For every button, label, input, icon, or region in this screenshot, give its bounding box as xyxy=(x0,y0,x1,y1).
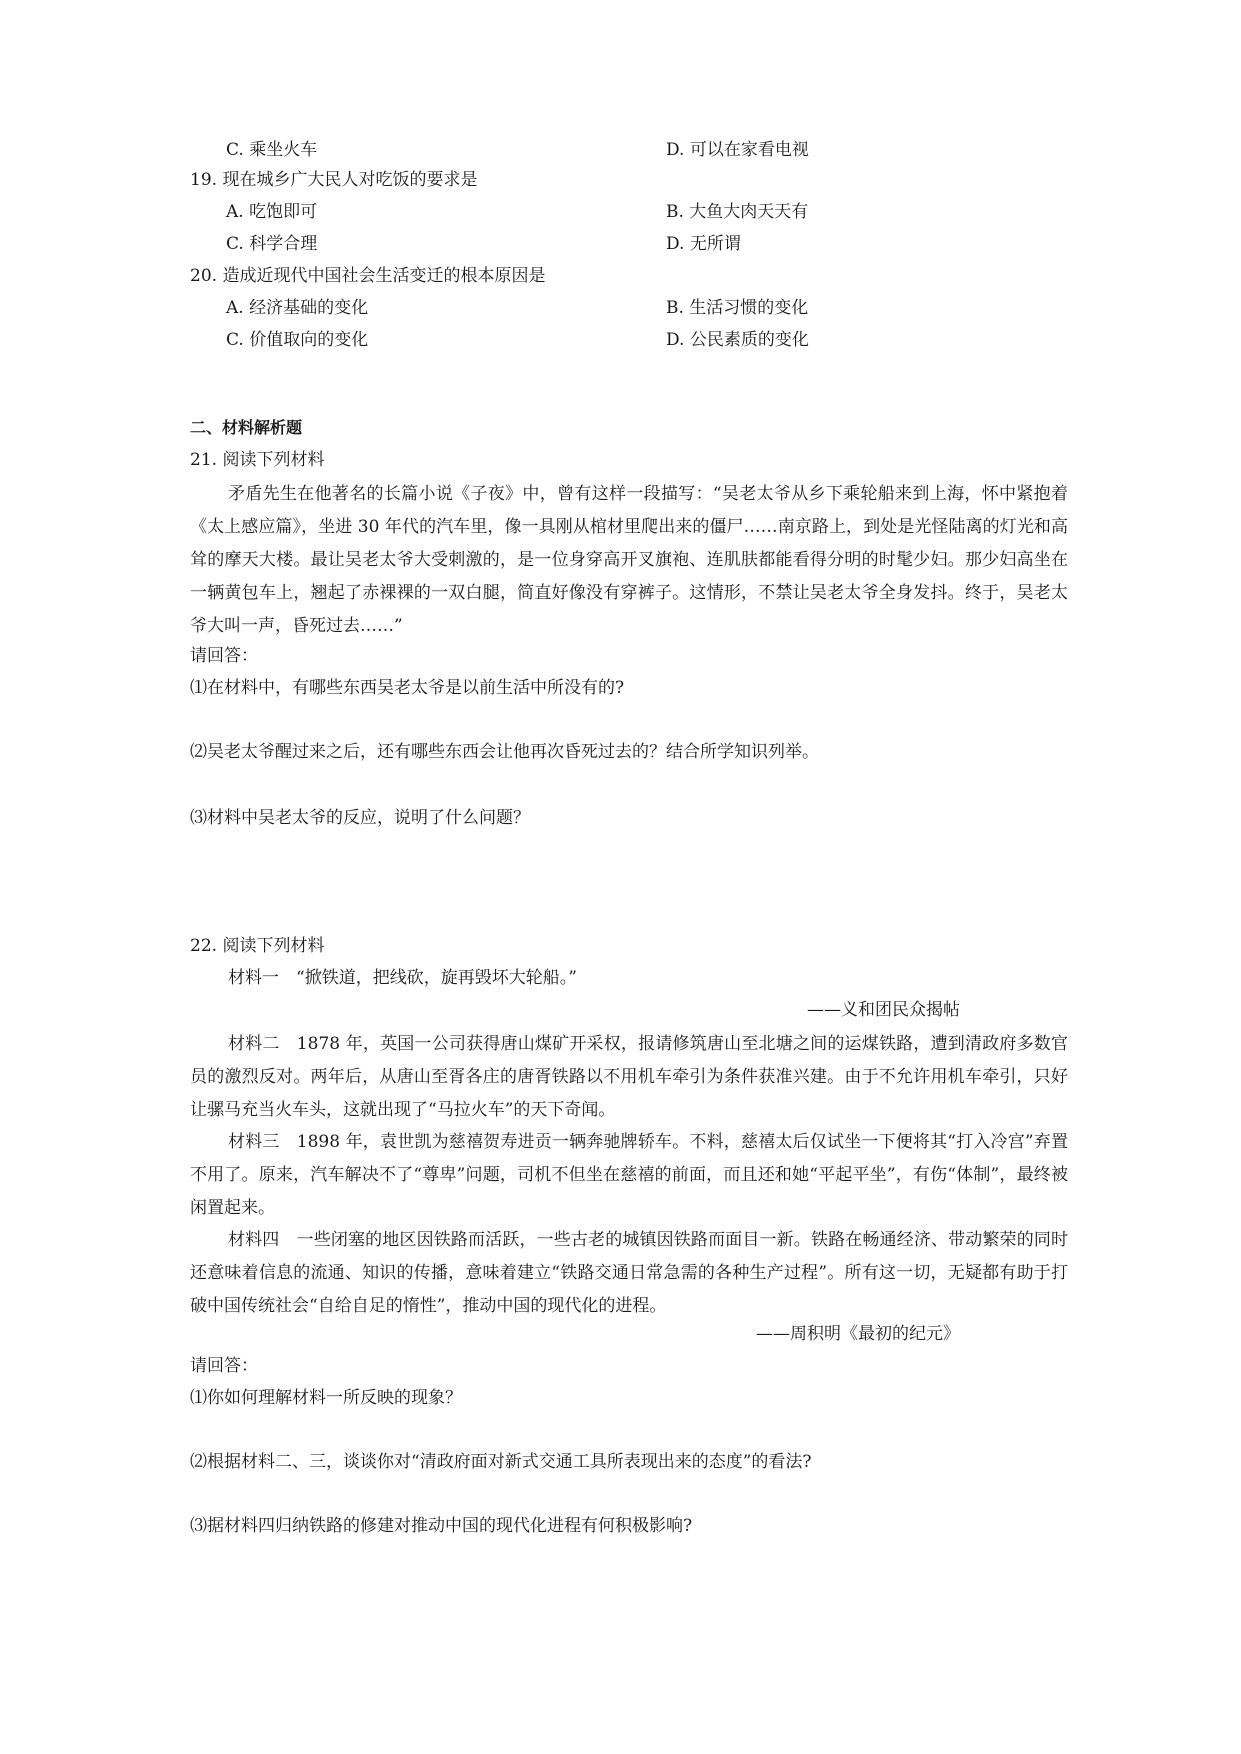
q22-material-2: 材料二 1878 年，英国一公司获得唐山煤矿开采权，报请修筑唐山至北塘之间的运煤铁路，遭到清政府多数官员的激烈反对。两年后，从唐山至胥各庄的唐胥铁路以不用机车牵引为条件获准兴建。由于不允许用机车牵引，只好让骡马充当火车头，这就出现了“马拉火车”的天下奇闻。 xyxy=(190,1034,1068,1120)
q22-material-1-source: ——义和团民众揭帖 xyxy=(807,1000,960,1020)
q18-option-c: C. 乘坐火车 xyxy=(226,140,318,160)
q19-option-d: D. 无所谓 xyxy=(666,234,741,254)
q21-sub-question-2: ⑵吴老太爷醒过来之后，还有哪些东西会让他再次昏死过去的？结合所学知识列举。 xyxy=(190,742,819,762)
q22-material-3: 材料三 1898 年，袁世凯为慈禧贺寿进贡一辆奔驰牌轿车。不料，慈禧太后仅试坐一下便将其“打入冷宫”弃置不用了。原来，汽车解决不了“尊卑”问题，司机不但坐在慈禧的前面，而且还和她“平起平坐”，有伤“体制”，最终被闲置起来。 xyxy=(190,1132,1068,1218)
q18-option-d: D. 可以在家看电视 xyxy=(666,140,809,160)
q22-material-4: 材料四 一些闭塞的地区因铁路而活跃，一些古老的城镇因铁路而面目一新。铁路在畅通经济、带动繁荣的同时还意味着信息的流通、知识的传播，意味着建立“铁路交通日常急需的各种生产过程”。所有这一切，无疑都有助于打破中国传统社会“自给自足的惰性”，推动中国的现代化的进程。 xyxy=(190,1230,1068,1316)
q20-option-c: C. 价值取向的变化 xyxy=(226,330,369,350)
q19-option-c: C. 科学合理 xyxy=(226,234,318,254)
q22-material-1: 材料一 “掀铁道，把线砍，旋再毁坏大轮船。” xyxy=(228,968,577,988)
q21-stem: 21. 阅读下列材料 xyxy=(190,450,325,470)
q21-sub-question-3: ⑶材料中吴老太爷的反应，说明了什么问题？ xyxy=(190,808,530,828)
section-heading: 二、材料解析题 xyxy=(190,418,303,437)
q21-ask: 请回答： xyxy=(190,646,258,666)
q19-option-b: B. 大鱼大肉天天有 xyxy=(666,202,809,222)
q20-option-a: A. 经济基础的变化 xyxy=(226,298,369,318)
q22-ask: 请回答： xyxy=(190,1356,258,1376)
q22-sub-question-2: ⑵根据材料二、三，谈谈你对“清政府面对新式交通工具所表现出来的态度”的看法? xyxy=(190,1452,812,1472)
q22-stem: 22. 阅读下列材料 xyxy=(190,936,325,956)
q19-stem: 19. 现在城乡广大民人对吃饭的要求是 xyxy=(190,170,478,190)
q21-sub-question-1: ⑴在材料中，有哪些东西吴老太爷是以前生活中所没有的? xyxy=(190,678,625,698)
q20-option-d: D. 公民素质的变化 xyxy=(666,330,809,350)
q20-stem: 20. 造成近现代中国社会生活变迁的根本原因是 xyxy=(190,266,546,286)
q20-option-b: B. 生活习惯的变化 xyxy=(666,298,809,318)
q19-option-a: A. 吃饱即可 xyxy=(226,202,318,222)
q22-sub-question-3: ⑶据材料四归纳铁路的修建对推动中国的现代化进程有何积极影响? xyxy=(190,1516,693,1536)
q22-sub-question-1: ⑴你如何理解材料一所反映的现象？ xyxy=(190,1388,462,1408)
q22-material-4-source: ——周积明《最初的纪元》 xyxy=(756,1324,960,1344)
q21-material: 矛盾先生在他著名的长篇小说《子夜》中，曾有这样一段描写：“吴老太爷从乡下乘轮船来到上海，怀中紧抱着《太上感应篇》，坐进 30 年代的汽车里，像一具刚从棺材里爬出来的僵尸……南京路上，到处是光怪陆离的灯光和高耸的摩天大楼。最让吴老太爷大受刺激的，是一位身穿高开叉旗袍、连肌肤都能看得分明的时髦少妇。那少妇高坐在一辆黄包车上，翘起了赤裸裸的一双白腿，简直好像没有穿裤子。这情形，不禁让吴老太爷全身发抖。终于，吴老太爷大叫一声，昏死过去……” xyxy=(190,484,1068,636)
